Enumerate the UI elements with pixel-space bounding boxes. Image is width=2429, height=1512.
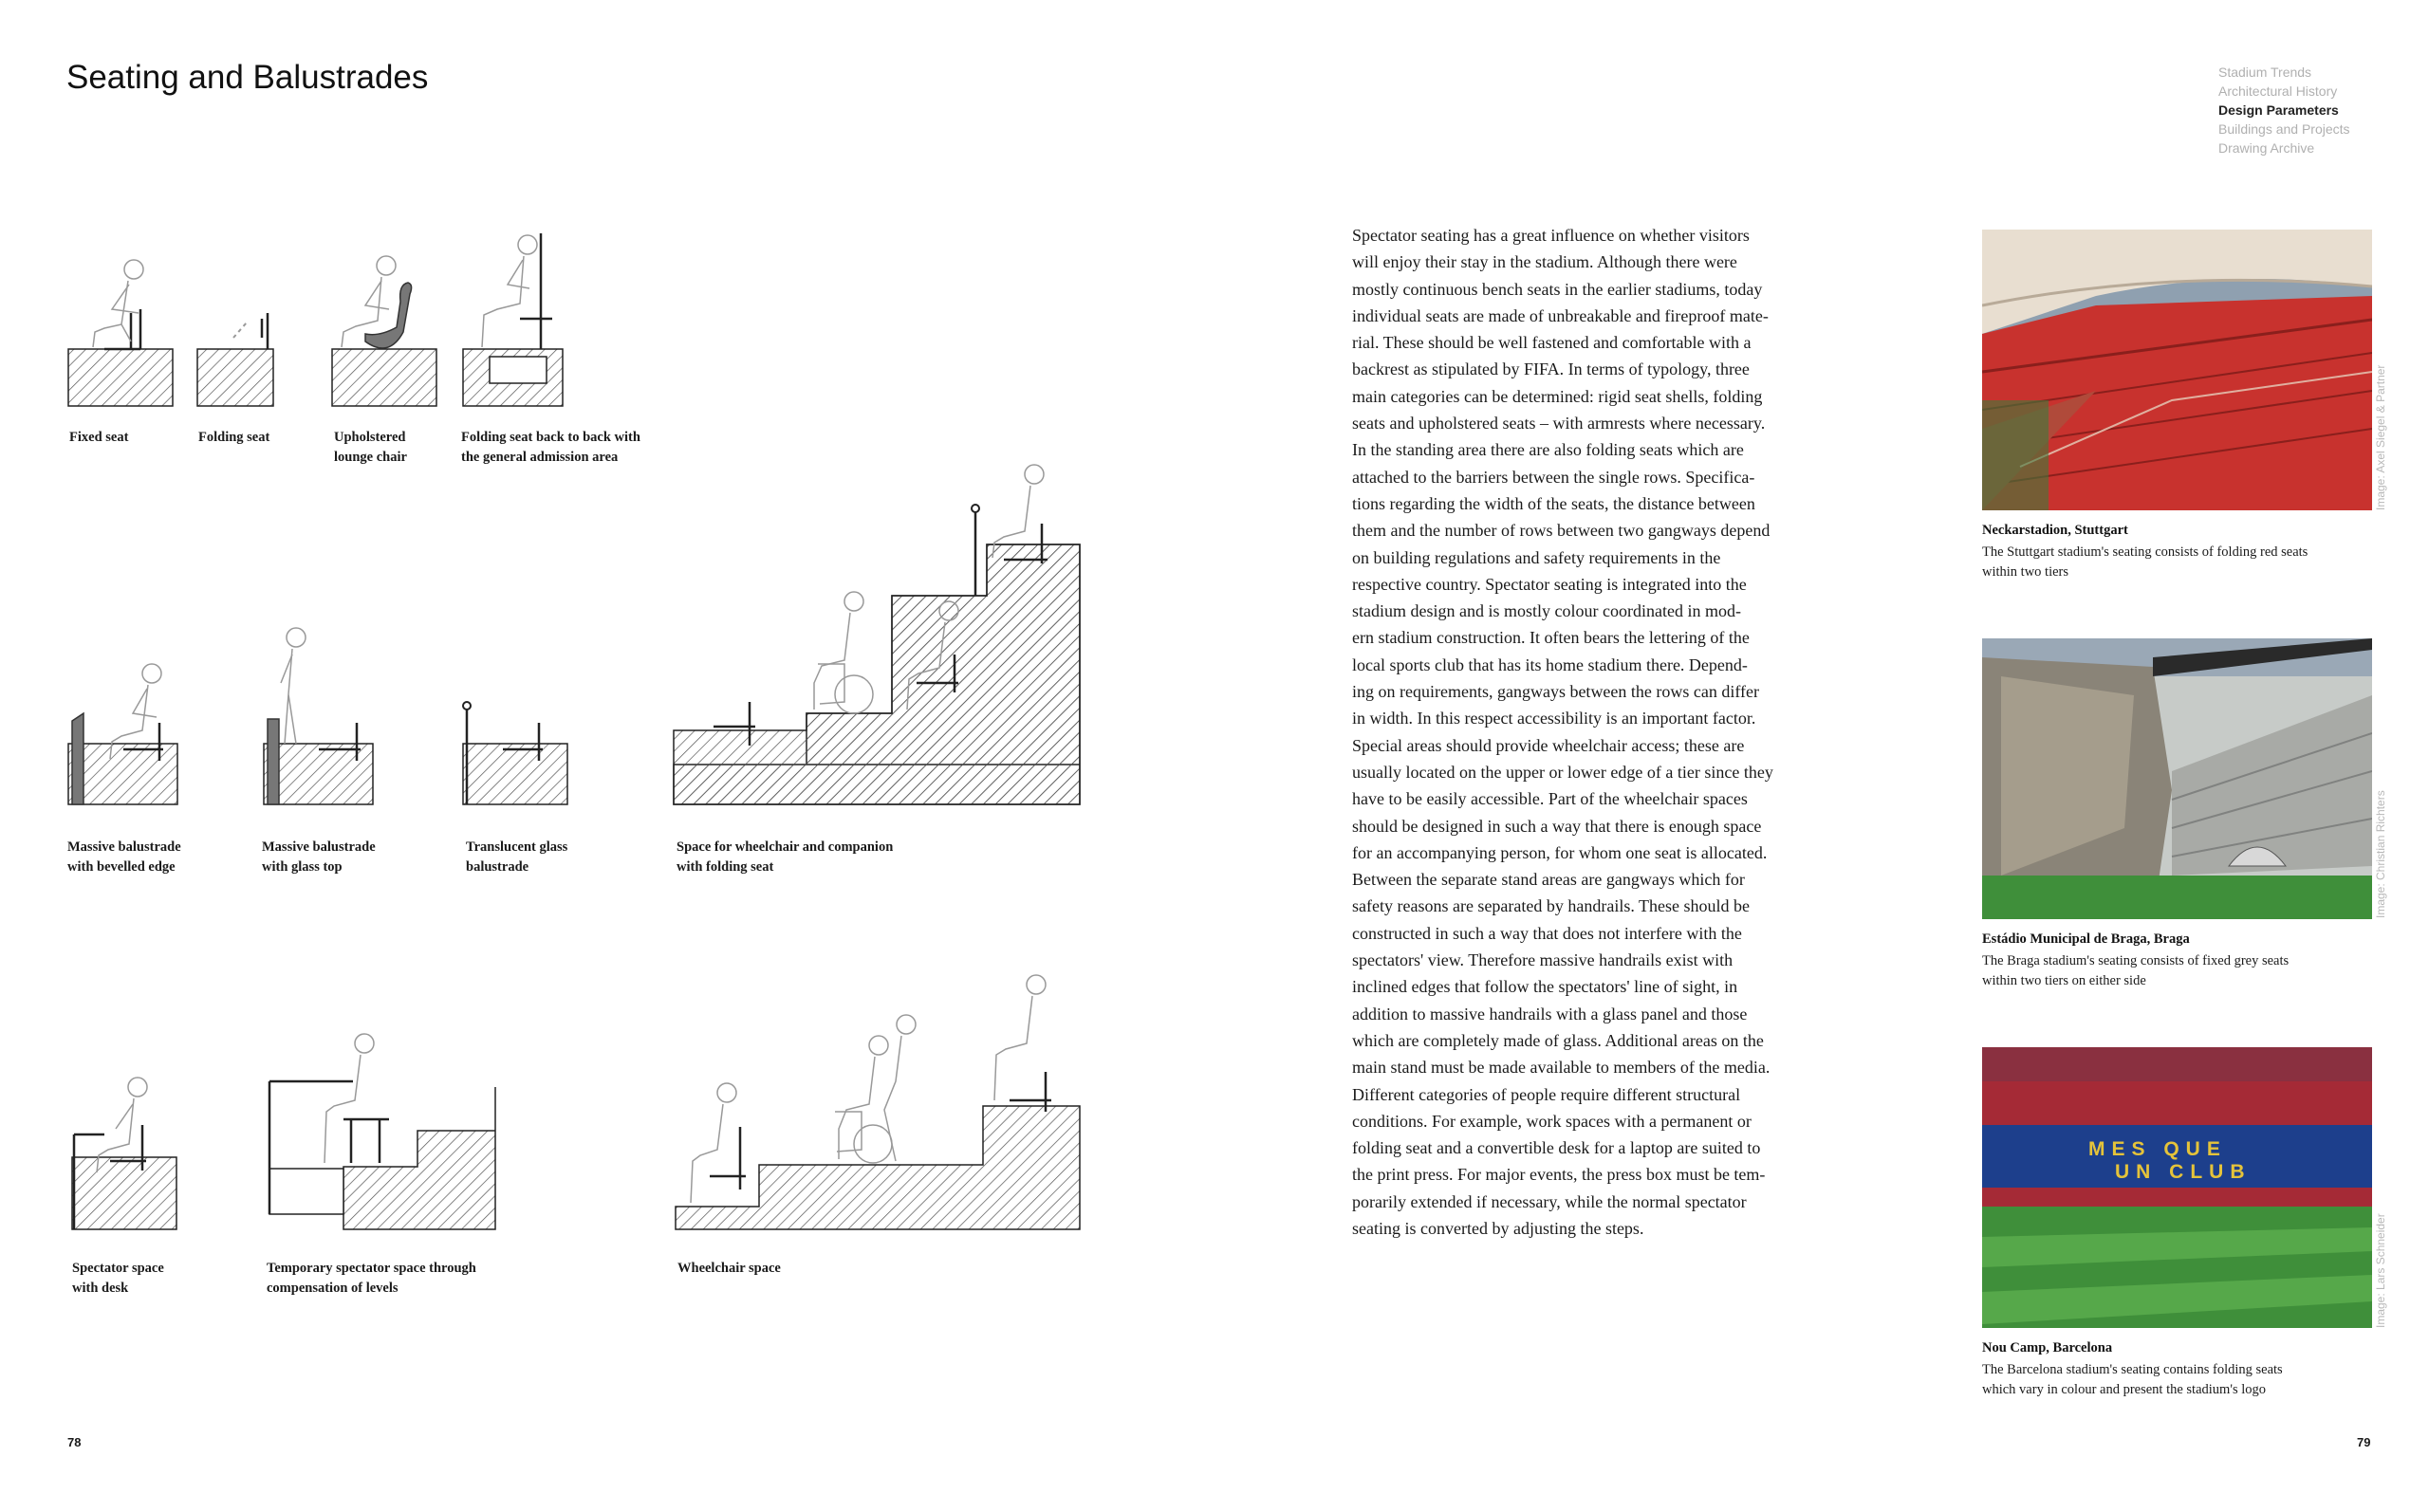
caption-temporary [267,1259,476,1299]
body-line: mostly continuous bench seats in the earlier stadiums, today [1352,279,1763,299]
diagram-wheelchair-companion [674,465,1080,804]
diagram-upholstered-chair [332,256,436,406]
body-line: local sports club that has its home stadium there. Depend- [1352,655,1748,674]
caption-line: balustrade [466,859,529,875]
caption-massive-glass [262,838,376,877]
body-line: attached to the barriers between the single rows. Specifica- [1352,467,1755,487]
page-number-right: 79 [2357,1435,2371,1449]
page-title: Seating and Balustrades [66,59,429,96]
page-number-left: 78 [67,1435,82,1449]
body-line: which are completely made of glass. Additional areas on the [1352,1030,1764,1050]
nav-item-architectural-history[interactable]: Architectural History [2218,83,2338,99]
body-line: safety reasons are separated by handrails. These should be [1352,896,1751,916]
banner-top: MES QUE [2088,1138,2227,1160]
caption-line: Temporary spectator space through [267,1261,476,1276]
caption-line: the general admission area [461,450,619,465]
diagram-folding-back-to-back [463,233,563,406]
body-line: porarily extended if necessary, while the normal spectator [1352,1191,1747,1211]
caption-line: Upholstered [334,430,406,445]
caption-line: Folding seat back to back with [461,430,640,445]
body-line: tions regarding the width of the seats, the distance between [1352,493,1755,513]
body-text [1352,222,1860,1242]
desc-line: The Barcelona stadium's seating contains folding seats [1982,1362,2283,1377]
photo-title-nou-camp: Nou Camp, Barcelona [1982,1340,2113,1355]
body-line: ing on requirements, gangways between the rows can differ [1352,682,1760,702]
caption-folding-back [461,428,640,468]
caption-line: with bevelled edge [67,859,176,875]
caption-translucent [466,838,567,877]
caption-line: with desk [72,1281,129,1296]
diagram-translucent-glass [463,702,567,804]
body-line: rial. These should be well fastened and comfortable with a [1352,333,1752,353]
diagram-folding-seat [197,313,273,406]
body-line: on building regulations and safety requirements in the [1352,547,1721,567]
body-line: usually located on the upper or lower edge of a tier since they [1352,762,1773,782]
diagram-fixed-seat [68,260,173,406]
photo-desc-nou-camp [1982,1360,2390,1400]
body-line: Between the separate stand areas are gangways which for [1352,870,1745,890]
body-line: seating is converted by adjusting the steps. [1352,1218,1644,1238]
credit-nou-camp: Image: Lars Schneider [2374,1213,2387,1328]
caption-fixed-seat [69,428,128,448]
caption-line: Translucent glass [466,839,568,855]
caption-line: lounge chair [334,450,407,465]
nav-item-buildings-and-projects[interactable]: Buildings and Projects [2218,121,2350,137]
photo-braga [1982,638,2372,919]
seating-diagrams [0,0,1139,1375]
body-line: constructed in such a way that does not interfere with the [1352,923,1742,943]
body-line: spectators' view. Therefore massive handrails exist with [1352,950,1734,970]
body-line: will enjoy their stay in the stadium. Although there were [1352,252,1737,272]
nav-item-drawing-archive[interactable]: Drawing Archive [2218,140,2315,156]
caption-wheelchair-companion [677,838,893,877]
caption-line: Folding seat [198,430,270,445]
caption-folding-seat [198,428,269,448]
photo-nou-camp [1982,1047,2372,1328]
body-line: individual seats are made of unbreakable and fireproof mate- [1352,305,1769,325]
body-line: addition to massive handrails with a glass panel and those [1352,1004,1748,1023]
photo-desc-braga [1982,951,2390,991]
caption-line: Massive balustrade [262,839,376,855]
caption-wheelchair-space [677,1259,781,1279]
body-line: Spectator seating has a great influence on whether visitors [1352,226,1750,245]
body-line: folding seat and a convertible desk for a laptop are suited to [1352,1138,1761,1158]
caption-massive-bevelled [67,838,181,877]
body-line: stadium design and is mostly colour coordinated in mod- [1352,601,1741,621]
caption-line: compensation of levels [267,1281,399,1296]
body-line: have to be easily accessible. Part of the wheelchair spaces [1352,789,1748,809]
desc-line: which vary in colour and present the stadium's logo [1982,1382,2266,1397]
nav-item-design-parameters[interactable]: Design Parameters [2218,102,2339,118]
caption-line: Space for wheelchair and companion [677,839,894,855]
caption-line: with folding seat [677,859,774,875]
caption-desk [72,1259,164,1299]
body-line: inclined edges that follow the spectators' line of sight, in [1352,977,1738,997]
body-line: conditions. For example, work spaces with a permanent or [1352,1111,1752,1131]
desc-line: The Braga stadium's seating consists of fixed grey seats [1982,953,2290,968]
desc-line: within two tiers [1982,564,2069,580]
desc-line: within two tiers on either side [1982,973,2146,988]
body-line: for an accompanying person, for whom one seat is allocated. [1352,842,1768,862]
body-line: main categories can be determined: rigid seat shells, folding [1352,386,1763,406]
body-line: ern stadium construction. It often bears the lettering of the [1352,628,1750,648]
body-line: them and the number of rows between two gangways depend [1352,521,1771,541]
caption-line: with glass top [262,859,343,875]
photo-neckarstadion [1982,230,2372,510]
body-line: respective country. Spectator seating is integrated into the [1352,574,1747,594]
caption-line: Wheelchair space [677,1261,781,1276]
credit-braga: Image: Christian Richters [2374,790,2387,918]
desc-line: The Stuttgart stadium's seating consists of folding red seats [1982,544,2308,560]
nav-item-stadium-trends[interactable]: Stadium Trends [2218,65,2312,80]
body-line: In the standing area there are also folding seats which are [1352,440,1744,460]
body-line: Different categories of people require different structural [1352,1084,1741,1104]
diagram-wheelchair-space [676,975,1080,1229]
photo-desc-neckarstadion [1982,543,2390,582]
diagram-desk [72,1078,176,1229]
section-nav [2218,63,2418,157]
banner-bottom: UN CLUB [2115,1161,2252,1183]
caption-line: Spectator space [72,1261,164,1276]
diagram-massive-glass [264,628,373,804]
body-line: should be designed in such a way that there is enough space [1352,816,1762,836]
caption-upholstered [334,428,407,468]
photo-title-neckarstadion: Neckarstadion, Stuttgart [1982,523,2128,538]
diagram-temporary [269,1034,495,1229]
body-line: backrest as stipulated by FIFA. In terms of typology, three [1352,360,1750,379]
body-line: in width. In this respect accessibility is an important factor. [1352,709,1756,728]
body-line: Special areas should provide wheelchair access; these are [1352,735,1745,755]
photo-title-braga: Estádio Municipal de Braga, Braga [1982,931,2190,947]
credit-neckarstadion: Image: Axel Siegel & Partner [2374,364,2387,510]
body-line: main stand must be made available to members of the media. [1352,1058,1771,1078]
diagram-massive-bevelled [68,664,177,804]
body-line: the print press. For major events, the press box must be tem- [1352,1165,1766,1185]
caption-line: Fixed seat [69,430,129,445]
caption-line: Massive balustrade [67,839,181,855]
body-line: seats and upholstered seats – with armrests where necessary. [1352,414,1766,433]
